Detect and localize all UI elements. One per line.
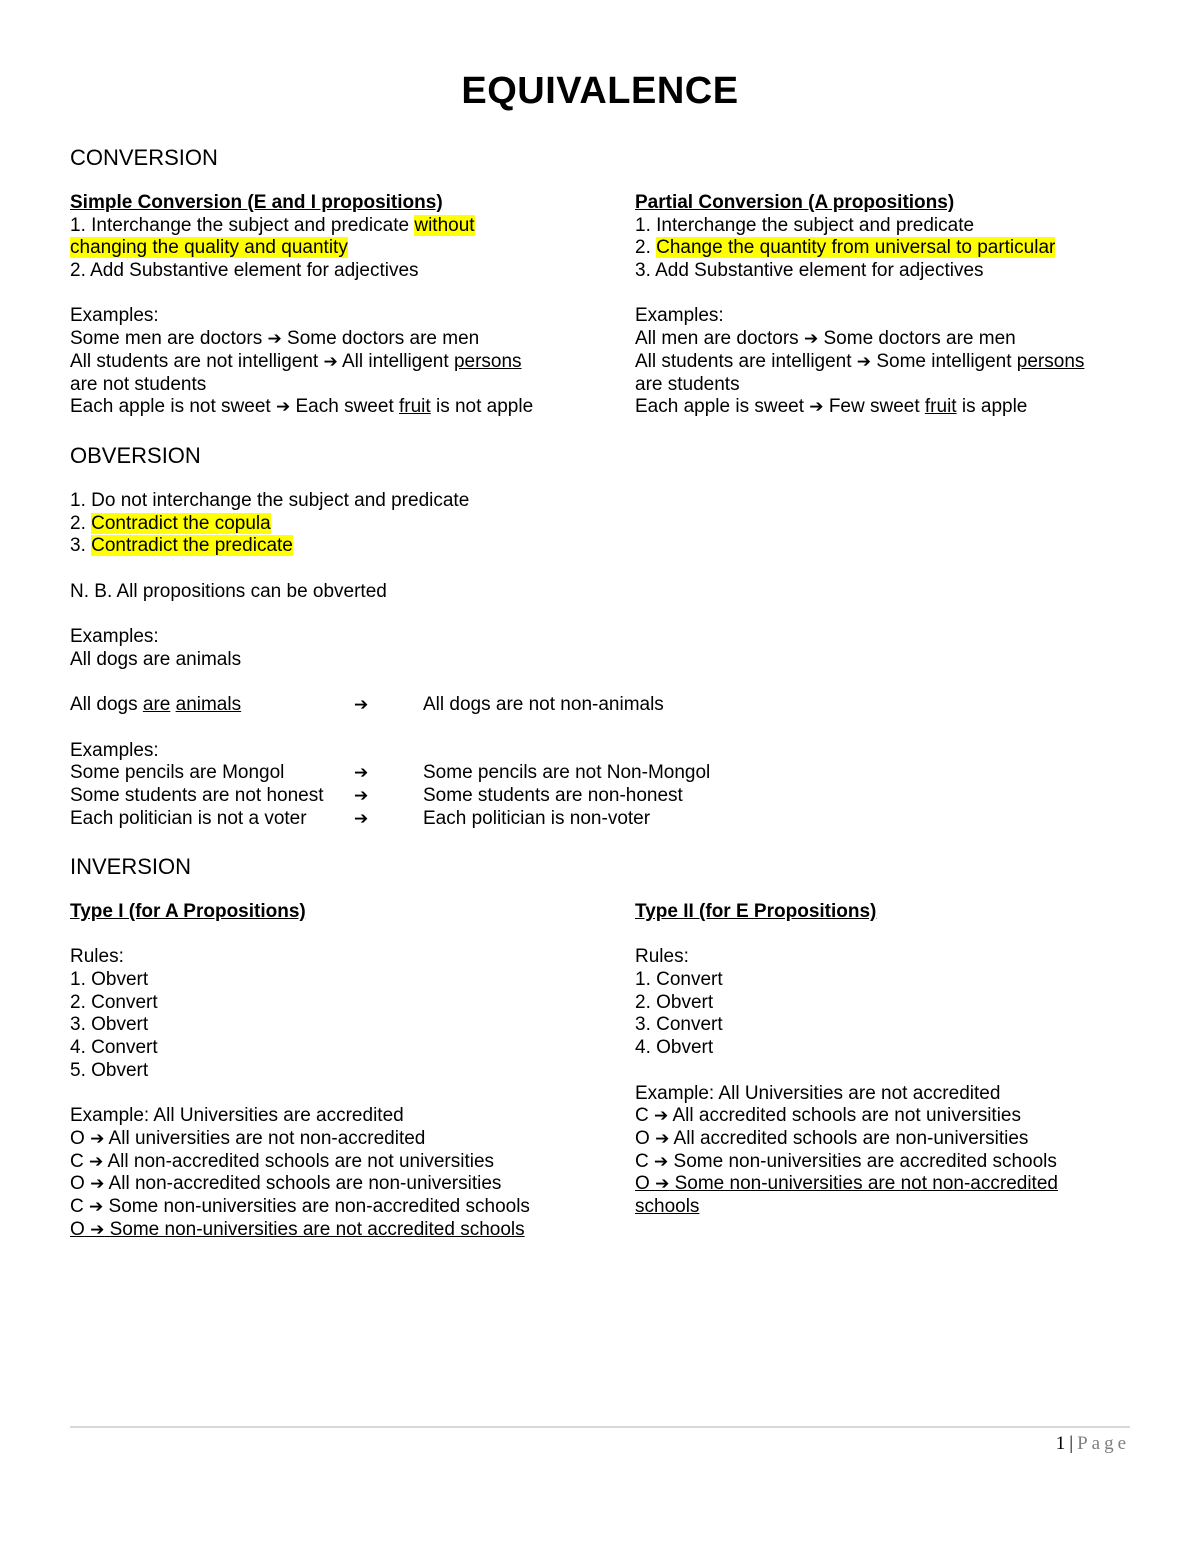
example-to: Few sweet [828,396,925,418]
arrow-right-icon: ➔ [90,1174,105,1195]
nota-bene: N. B. All propositions can be obverted [70,580,387,602]
simple-rule-1 [70,215,590,238]
step-text: All universities are not non-accredited [108,1127,426,1149]
step-letter: C [635,1105,649,1127]
rule-item: 2. Obvert [635,991,714,1013]
arrow-right-icon: ➔ [354,808,369,829]
inversion-final-step-continuation: schools [635,1195,700,1217]
underlined-word: fruit [399,396,431,418]
example-text: All dogs [70,694,143,716]
obversion-example-row [70,762,1070,785]
step-letter: C [70,1150,84,1172]
rule-item: 2. Convert [70,991,158,1013]
example-to: Each sweet [295,396,399,418]
step-text: Some non-universities are not accredited schools [109,1218,525,1240]
inversion-final-step [70,1219,610,1242]
inversion-step [70,1173,610,1196]
arrow-right-icon: ➔ [354,763,369,784]
example-to-end: is not apple [430,396,534,418]
example-line [70,351,590,374]
inversion-step [635,1105,1155,1128]
arrow-right-icon: ➔ [809,397,824,418]
highlighted-text: Contradict the copula [91,512,271,534]
arrow-right-icon: ➔ [655,1128,670,1149]
examples-label: Examples: [635,305,724,327]
simple-rule-2: 2. Add Substantive element for adjectives [70,260,419,282]
obversion-example-row [70,808,1070,831]
obversion-block [70,490,1070,830]
step-text: All accredited schools are non-universities [673,1127,1029,1149]
example-label: Example: All Universities are accredited [70,1105,404,1127]
step-letter: O [70,1173,85,1195]
arrow-right-icon: ➔ [354,785,369,806]
example-line [70,328,590,351]
example-continuation: are students [635,373,740,395]
step-text: Some non-universities are non-accredited schools [108,1195,530,1217]
inversion-step [70,1196,610,1219]
example-from: Each apple is sweet [635,396,804,418]
rule-number: 2. [70,512,92,534]
underlined-word: are [142,694,171,716]
rule-item: 3. Convert [635,1014,723,1036]
type1-subheading: Type I (for A Propositions) [70,901,306,922]
arrow-right-icon: ➔ [90,1219,105,1240]
inversion-type2-column [635,901,1155,1219]
partial-rule-2 [635,237,1155,260]
simple-conversion-subheading: Simple Conversion (E and I propositions) [70,192,443,213]
obversion-rule-3 [70,535,1070,558]
example-to: Some doctors are men [823,328,1016,350]
arrow-right-icon: ➔ [803,329,819,350]
page-footer [1056,1433,1130,1455]
example-line [635,396,1155,419]
underlined-word: persons [453,350,522,372]
page-number: 1 [1055,1433,1066,1454]
rule-item: 4. Obvert [635,1037,714,1059]
partial-rule-1: 1. Interchange the subject and predicate [635,214,975,236]
step-text: Some non-universities are not non-accredited [674,1173,1058,1195]
inversion-step [70,1151,610,1174]
arrow-right-icon: ➔ [275,397,291,418]
highlighted-text: Contradict the predicate [91,535,293,557]
inversion-step [70,1128,610,1151]
step-text: All non-accredited schools are non-universities [108,1173,502,1195]
rule-item: 1. Convert [635,969,723,991]
rule-number: 2. [635,237,657,259]
example-from: Each politician is not a voter [70,807,307,829]
example-line [635,351,1155,374]
step-text: Some non-universities are accredited schools [673,1150,1057,1172]
highlighted-text: without [414,214,475,236]
rule-text: 1. Interchange the subject and predicate [70,214,415,236]
arrow-right-icon: ➔ [90,1128,105,1149]
arrow-right-icon: ➔ [654,1151,669,1172]
example-line [635,328,1155,351]
example-from: All students are not intelligent [70,350,319,372]
underlined-word: persons [1016,350,1085,372]
obversion-rule-2 [70,513,1070,536]
example-from: All students are intelligent [635,350,852,372]
arrow-right-icon: ➔ [323,351,338,372]
inversion-heading: INVERSION [70,854,192,879]
underlined-word: animals [175,694,242,716]
page-title: EQUIVALENCE [461,70,739,112]
example-to: Some pencils are not Non-Mongol [423,762,711,784]
rule-item: 4. Convert [70,1037,158,1059]
obversion-example-row [70,694,1070,717]
step-letter: O [635,1173,650,1195]
example-to: Each politician is non-voter [423,807,651,829]
footer-divider [70,1426,1130,1428]
examples-label: Examples: [70,739,159,761]
step-letter: O [70,1127,85,1149]
example-to: Some intelligent [876,350,1017,372]
inversion-type1-column [70,901,610,1241]
simple-conversion-column [70,192,590,419]
example-from: Each apple is not sweet [70,396,271,418]
underlined-word: fruit [924,396,957,418]
page-label: Page [1077,1433,1130,1454]
rules-label: Rules: [635,946,689,968]
step-text: All non-accredited schools are not universities [107,1150,495,1172]
rule-item: 5. Obvert [70,1059,149,1081]
conversion-heading: CONVERSION [70,145,218,170]
type2-subheading: Type II (for E Propositions) [635,901,877,922]
step-letter: C [70,1195,84,1217]
partial-conversion-subheading: Partial Conversion (A propositions) [635,192,955,213]
obversion-rule-1: 1. Do not interchange the subject and predicate [70,490,470,511]
example-from: Some students are not honest [70,784,324,806]
example-to: Some doctors are men [287,328,480,350]
footer-separator: | [1069,1433,1074,1454]
example-continuation: are not students [70,373,207,395]
inversion-step [635,1128,1155,1151]
partial-conversion-column [635,192,1155,419]
arrow-right-icon: ➔ [89,1151,104,1172]
example-from: Some men are doctors [70,328,263,350]
inversion-final-step [635,1173,1155,1196]
rule-number: 3. [70,535,92,557]
example-to: All dogs are not non-animals [423,694,664,716]
highlighted-text: Change the quantity from universal to particular [656,237,1056,259]
arrow-right-icon: ➔ [654,1106,669,1127]
arrow-right-icon: ➔ [89,1196,104,1217]
step-letter: O [70,1218,85,1240]
example-to-end: is apple [956,396,1028,418]
example-from: Some pencils are Mongol [70,762,285,784]
example-from [70,694,241,717]
rule-item: 3. Obvert [70,1014,149,1036]
example-label: Example: All Universities are not accredited [635,1082,1001,1104]
step-letter: O [635,1127,650,1149]
example-to: All intelligent [341,350,454,372]
step-letter: C [635,1150,649,1172]
partial-rule-3: 3. Add Substantive element for adjectives [635,260,984,282]
example-to: Some students are non-honest [423,784,683,806]
arrow-right-icon: ➔ [655,1174,670,1195]
obversion-heading: OBVERSION [70,443,201,468]
rule-item: 1. Obvert [70,969,149,991]
example-line: All dogs are animals [70,648,242,670]
examples-label: Examples: [70,626,159,648]
rules-label: Rules: [70,946,124,968]
obversion-example-row [70,785,1070,808]
arrow-right-icon: ➔ [354,695,369,716]
example-line [70,396,590,419]
inversion-step [635,1151,1155,1174]
arrow-right-icon: ➔ [267,329,282,350]
step-text: All accredited schools are not universities [672,1105,1022,1127]
examples-label: Examples: [70,305,159,327]
example-from: All men are doctors [635,328,799,350]
highlighted-text: changing the quality and quantity [70,237,348,259]
arrow-right-icon: ➔ [856,351,872,372]
